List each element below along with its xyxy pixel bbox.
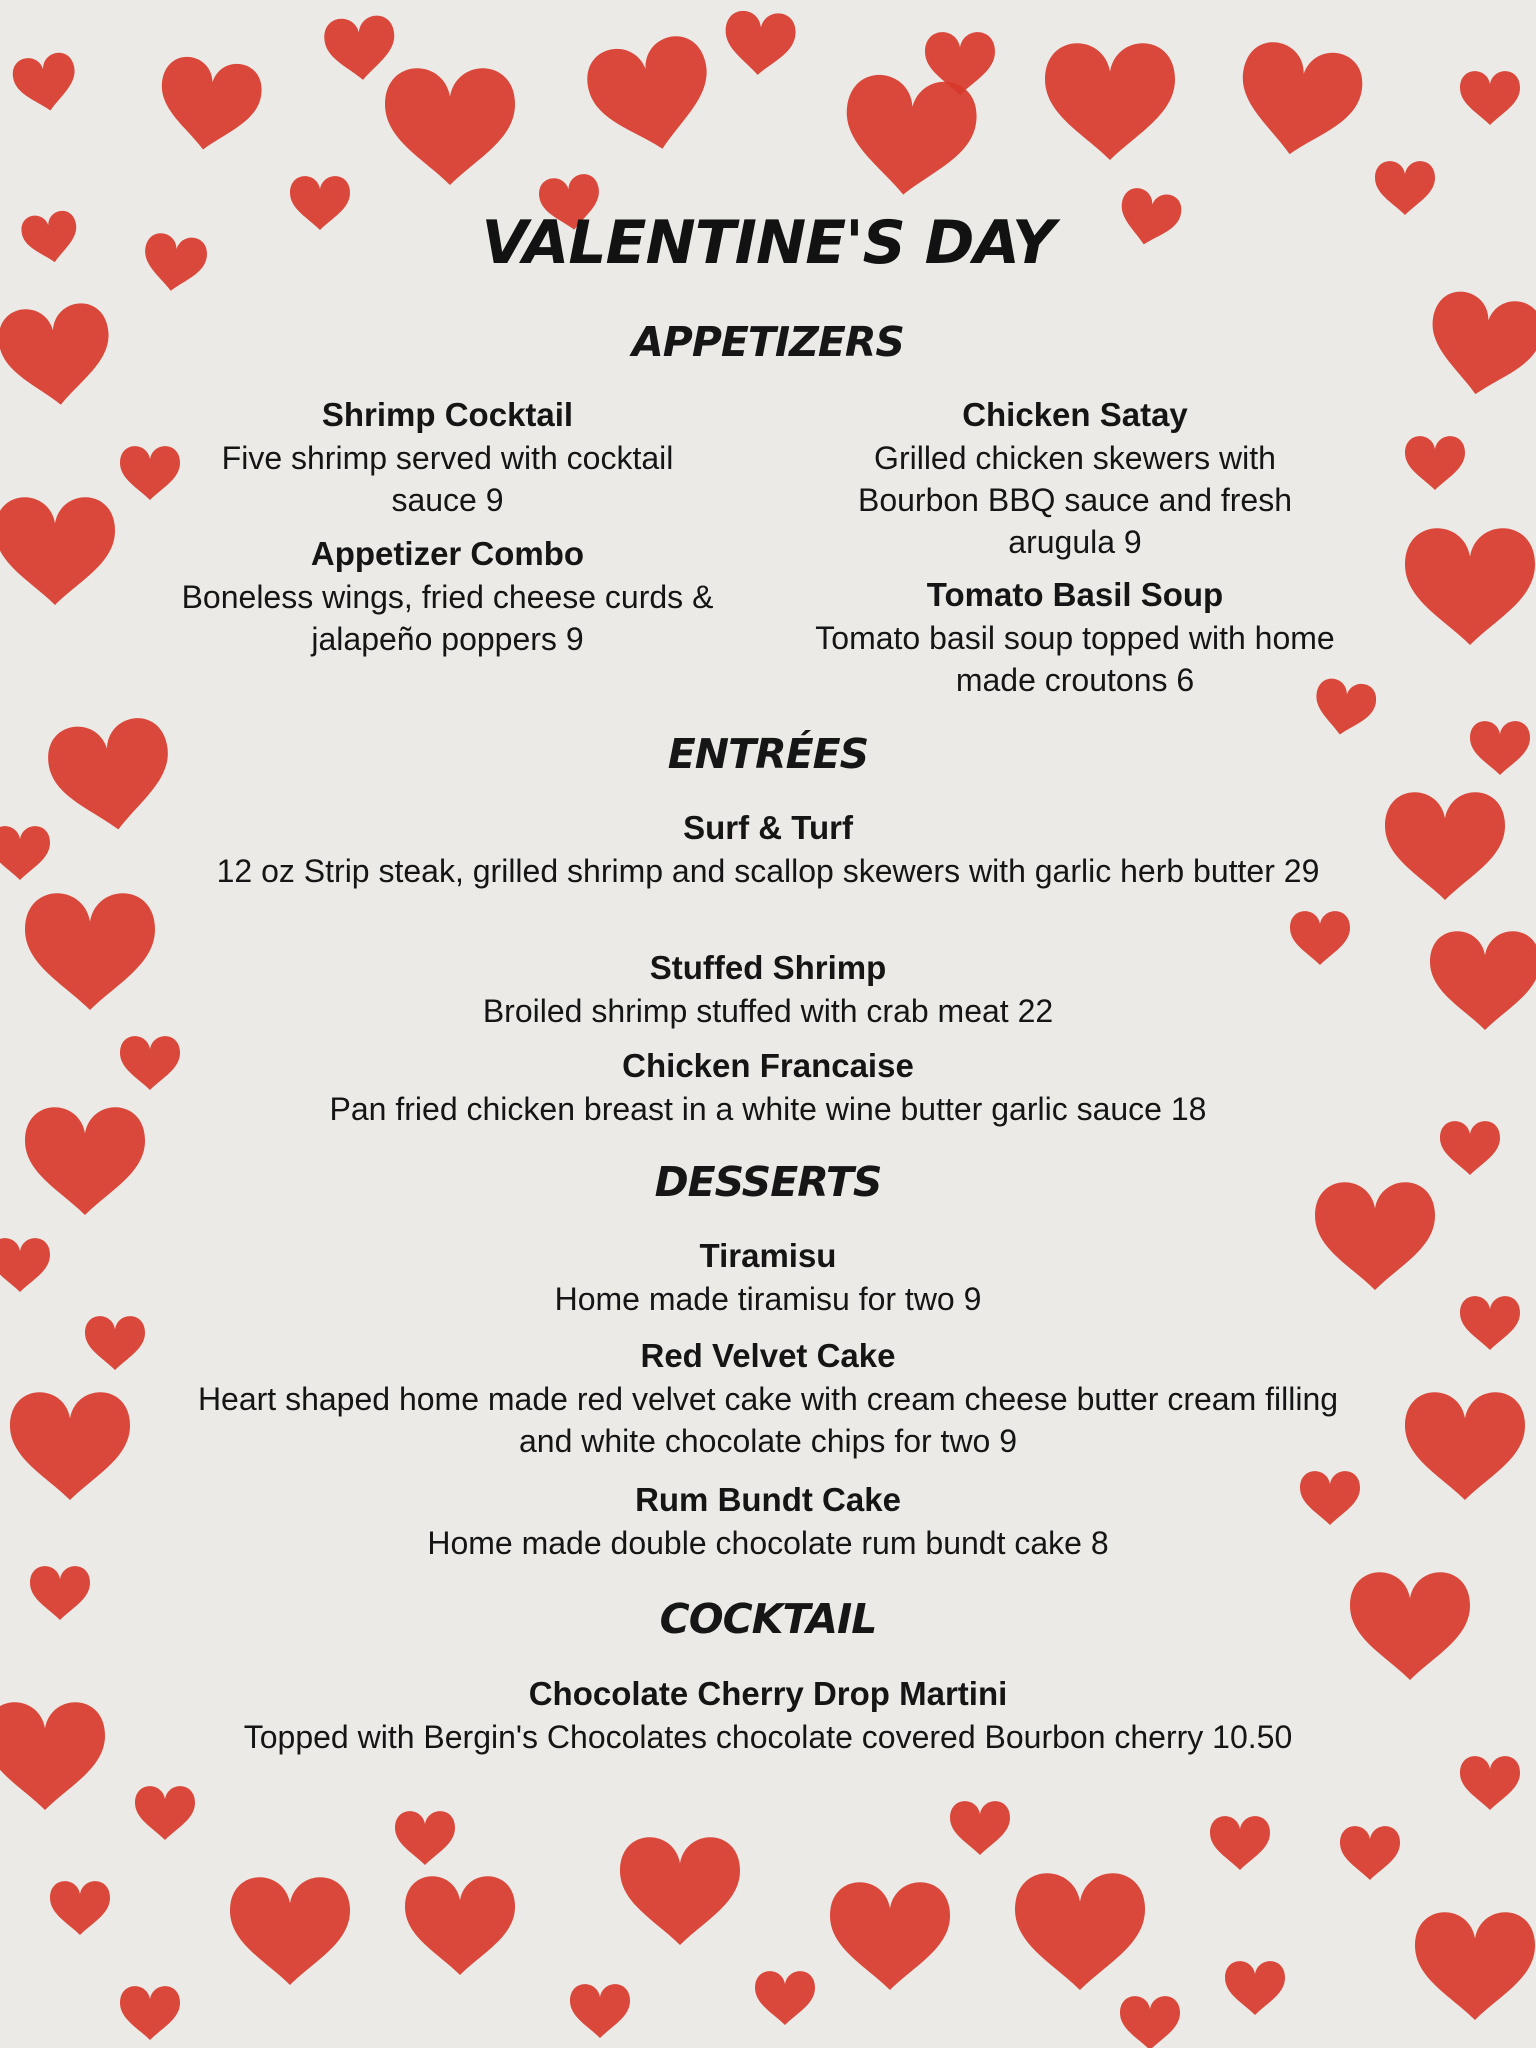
item-description: Home made double chocolate rum bundt cake 8 [427, 1525, 1109, 1561]
menu-item-red-velvet-cake [190, 1334, 1346, 1462]
section-heading-appetizers: APPETIZERS [632, 318, 904, 366]
item-name: Red Velvet Cake [640, 1337, 896, 1374]
menu-item-chicken-francaise [190, 1044, 1346, 1130]
item-name: Rum Bundt Cake [635, 1481, 901, 1518]
section-heading-entrees: ENTRÉES [667, 730, 869, 778]
item-description: Topped with Bergin's Chocolates chocolate covered Bourbon cherry 10.50 [243, 1719, 1293, 1755]
item-name: Appetizer Combo [310, 535, 585, 572]
menu-item-stuffed-shrimp [190, 946, 1346, 1032]
menu-title: VALENTINE'S DAY [481, 208, 1055, 278]
item-description: Pan fried chicken breast in a white wine butter garlic sauce 18 [329, 1091, 1207, 1127]
section-heading-desserts: DESSERTS [654, 1158, 882, 1206]
menu-item-appetizer-combo [180, 532, 715, 660]
item-description: Five shrimp served with cocktail sauce 9 [221, 440, 674, 518]
item-name: Chicken Francaise [622, 1047, 914, 1084]
item-description: Home made tiramisu for two 9 [554, 1281, 982, 1317]
item-name: Stuffed Shrimp [649, 949, 887, 986]
section-heading-cocktail: COCKTAIL [659, 1595, 877, 1643]
item-description: Boneless wings, fried cheese curds & jalapeño poppers 9 [181, 579, 714, 657]
item-name: Tomato Basil Soup [926, 576, 1224, 613]
menu-item-shrimp-cocktail [180, 393, 715, 521]
menu-item-chicken-satay [810, 393, 1340, 563]
item-description: Grilled chicken skewers with Bourbon BBQ sauce and fresh arugula 9 [857, 440, 1293, 560]
item-name: Chocolate Cherry Drop Martini [528, 1675, 1008, 1712]
item-name: Tiramisu [699, 1237, 837, 1274]
menu-item-tomato-basil-soup [810, 573, 1340, 701]
item-description: Heart shaped home made red velvet cake with cream cheese butter cream filling and white chocolate chips for two 9 [197, 1381, 1339, 1459]
menu-item-rum-bundt-cake [190, 1478, 1346, 1564]
menu-item-tiramisu [190, 1234, 1346, 1320]
menu-item-chocolate-cherry-drop-martini [190, 1672, 1346, 1758]
item-name: Shrimp Cocktail [321, 396, 574, 433]
item-description: Tomato basil soup topped with home made croutons 6 [815, 620, 1335, 698]
item-name: Chicken Satay [962, 396, 1188, 433]
item-name: Surf & Turf [683, 809, 853, 846]
item-description: 12 oz Strip steak, grilled shrimp and scallop skewers with garlic herb butter 29 [216, 853, 1320, 889]
item-description: Broiled shrimp stuffed with crab meat 22 [482, 993, 1054, 1029]
menu-item-surf-and-turf [190, 806, 1346, 892]
